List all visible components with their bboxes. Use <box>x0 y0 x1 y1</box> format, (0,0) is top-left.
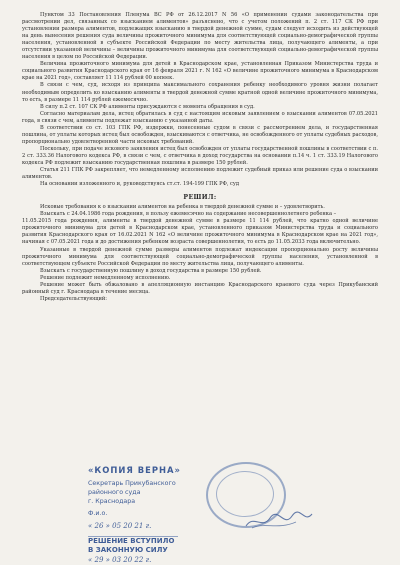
decision-appeal: Решение может быть обжаловано в апелляционную инстанцию Краснодарского краевого суда через Прикубанский районный суд г. Краснодара в течение месяца. <box>22 281 378 295</box>
paragraph-filing-date: Согласно материалам дела, истец обратилась в суд с настоящим исковым заявлением о взыскании алиментов 07.05.2021 года, в связи с чем, алименты подлежат взысканию с указанной даты. <box>22 110 378 124</box>
stamp-secretary: Секретарь Прикубанского <box>88 480 176 487</box>
stamp-city: г. Краснодара <box>88 498 136 505</box>
decision-alimony-amount: 11.05.2015 года рождения, алименты в твердой денежной сумме в размере 11 114 рублей, что кратно одной величине прожиточного минимума для детей в Краснодарском крае, установленного приказом Министерства труда и социального развития Краснодарского края от 16.02.2021 N 162 «О величине прожиточного минимума в Краснодарском крае на 2021 год», начиная с 07.05.2021 года и до достижения ребенком возраста совершеннолетия, то есть до 11.05.2033 года включительно. <box>22 218 378 246</box>
stamp-entry-date: « 29 » 03 20 22 г. <box>88 556 152 564</box>
paragraph-plenum-clarification: Пунктом 33 Постановления Пленума ВС РФ от 26.12.2017 N 56 «О применении судами законодательства при рассмотрении дел, связанных со взысканием алиментов» разъяснено, что с учетом положений п. 2 ст. 117 СК РФ при установлении размера алиментов, подлежащих взысканию в твердой денежной сумме, судам следует исходить из действующей на день вынесения решения суда величины прожиточного минимума для соответствующей социально-демографической группы населения, установленной в субъекте Российской Федерации по месту жительства лица, получающего алименты, а при отсутствии указанной величины – величины прожиточного минимума для соответствующей социально-демографической группы населения в целом по Российской Федерации. <box>22 12 378 61</box>
paragraph-article-103: В соответствии со ст. 103 ГПК РФ, издержки, понесенные судом в связи с рассмотрением дела, и государственная пошлина, от уплаты которых истец был освобожден, взыскиваются с ответчика, не освобожденного от уплаты судебных расходов, пропорционально удовлетворенной части исковых требований. <box>22 124 378 145</box>
decision-immediate-execution: Решение подлежит немедленному исполнению. <box>40 274 171 281</box>
presiding-judge-label: Председательствующий: <box>40 295 107 302</box>
stamp-entry-line2: В ЗАКОННУЮ СИЛУ <box>88 546 168 554</box>
stamp-entry-line1: РЕШЕНИЕ ВСТУПИЛО <box>88 537 175 545</box>
decision-claims: Исковые требования к о взыскании алиментов на ребенка в твердой денежной сумме и – удовлетворить. <box>40 204 325 211</box>
paragraph-state-fee: Поскольку, при подаче искового заявления истец был освобожден от уплаты государственной пошлины в соответствии с п. 2 ст. 333.36 Налогового кодекса РФ, в связи с чем, с ответчика в доход государства на основании п.14 ч. 1 ст. 333.19 Налогового кодекса РФ подлежит взысканию государственная пошлина в размере 150 рублей. <box>22 145 378 166</box>
decision-state-fee: Взыскать с государственную пошлину в доход государства в размере 150 рублей. <box>40 267 262 274</box>
signature-icon <box>244 510 314 532</box>
stamp-date: « 26 » 05 20 21 г. <box>88 522 152 530</box>
decision-recover-from: Взыскать с 24.04.1986 года рождения, в пользу ежемесячно на содержание несовершеннолетнего ребенка – <box>40 211 337 218</box>
paragraph-basis: На основании изложенного и, руководствуясь ст.ст. 194-199 ГПК РФ, суд <box>40 181 240 188</box>
paragraph-article-107: В силу п.2 ст. 107 СК РФ алименты присуждаются с момента обращения в суд. <box>40 103 255 110</box>
stamp-title: «КОПИЯ ВЕРНА» <box>88 465 181 475</box>
stamp-name-label: Ф.и.о. <box>88 510 108 517</box>
decision-heading: РЕШИЛ: <box>183 194 217 202</box>
paragraph-court-reasoning: В связи с чем, суд, исходя из принципа максимального сохранения ребенку необходимого уровня жизни полагает необходимым определить ко взысканию алименты в твердой денежной сумме кратной одной величине прожиточного минимума, то есть, в размере 11 114 рублей ежемесячно. <box>22 82 378 103</box>
decision-indexation: Указанные в твердой денежной сумме размеры алиментов подлежат индексации пропорционально росту величины прожиточного минимума для соответствующей социально-демографической группы населения, установленной в соответствующем субъекте Российской Федерации по месту жительства лица, получающего алименты. <box>22 246 378 267</box>
paragraph-article-211: Статья 211 ГПК РФ закрепляет, что немедленному исполнению подлежит судебный приказ или решение суда о взыскании алиментов. <box>22 167 378 181</box>
paragraph-subsistence-minimum: Величина прожиточного минимума для детей в Краснодарском крае, установленная Приказом Министерства труда и социального развития Краснодарского края от 16 февраля 2021 г. N 162 «О величине прожиточного минимума в Краснодарском крае на 2021 год», составляет 11 114 рублей 00 копеек. <box>22 61 378 82</box>
copy-certification-stamp <box>84 466 319 565</box>
stamp-court: районного суда <box>88 489 141 496</box>
